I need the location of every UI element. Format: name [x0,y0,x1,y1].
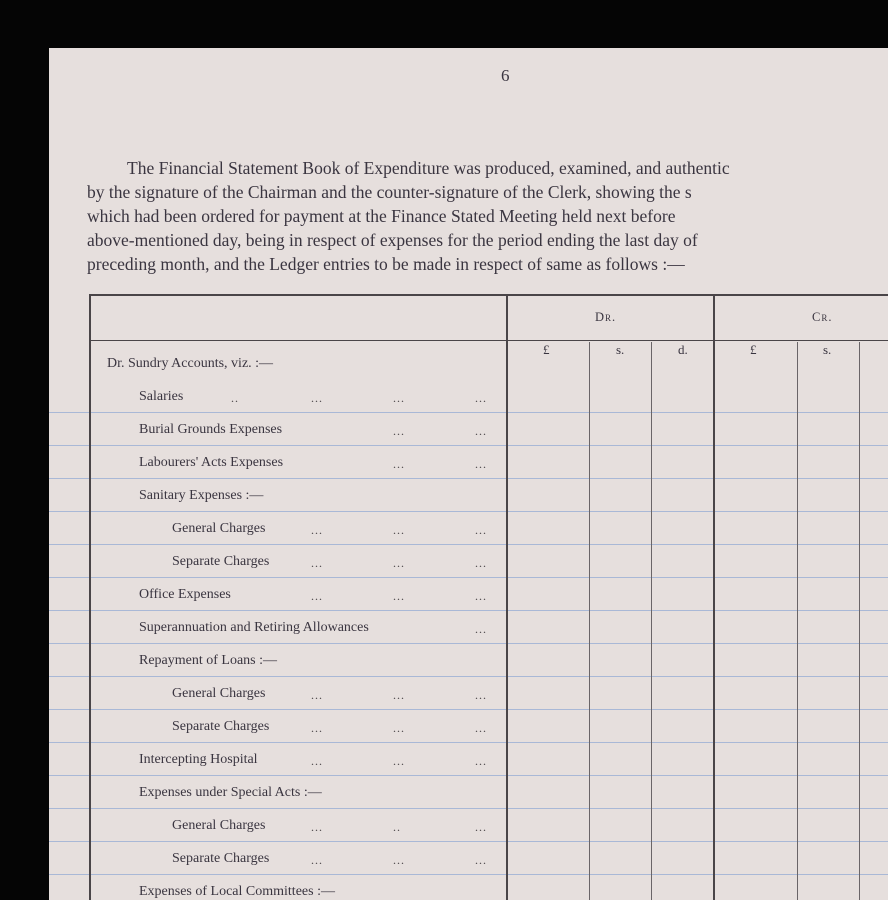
leader-dots: ... [311,556,323,570]
dr-column-header: Dr. [595,310,617,324]
leader-dots: ... [475,424,487,438]
pounds-unit: £ [750,342,757,357]
leader-dots: ... [393,457,405,471]
leader-dots: ... [475,688,487,702]
leader-dots: ... [311,391,323,405]
row-label: Sanitary Expenses :— [139,488,264,503]
leader-dots: ... [475,589,487,603]
page-number: 6 [501,66,510,85]
ruling-line [49,478,888,479]
cr-pence-column-border [859,342,860,900]
leader-dots: ... [393,424,405,438]
leader-dots: .. [231,391,239,405]
leader-dots: ... [475,457,487,471]
ruling-line [49,544,888,545]
intro-line: which had been ordered for payment at the Finance Stated Meeting held next before [87,206,676,226]
row-label: Separate Charges [172,554,270,569]
leader-dots: ... [475,622,487,636]
leader-dots: .. [393,820,401,834]
leader-dots: ... [475,556,487,570]
cr-shillings-column-border [797,342,798,900]
row-label: Repayment of Loans :— [139,653,278,668]
shillings-unit: s. [616,342,625,357]
ruling-line [49,874,888,875]
row-label: Intercepting Hospital [139,752,258,767]
leader-dots: ... [311,523,323,537]
leader-dots: ... [393,754,405,768]
table-left-border [89,294,91,900]
ruling-line [49,610,888,611]
leader-dots: ... [475,721,487,735]
leader-dots: ... [311,820,323,834]
intro-line: The Financial Statement Book of Expenditure was produced, examined, and authentic [127,158,730,178]
leader-dots: ... [311,853,323,867]
leader-dots: ... [311,688,323,702]
row-label: Labourers' Acts Expenses [139,455,284,470]
row-label: Separate Charges [172,719,270,734]
row-label: Expenses under Special Acts :— [139,785,322,800]
ruling-line [49,445,888,446]
intro-line: above-mentioned day, being in respect of expenses for the period ending the last day of [87,230,698,250]
leader-dots: ... [393,556,405,570]
cr-column-border [713,294,715,900]
leader-dots: ... [475,853,487,867]
leader-dots: ... [393,523,405,537]
intro-line: by the signature of the Chairman and the counter-signature of the Clerk, showing the s [87,182,692,202]
row-label: Salaries [139,389,184,404]
table-top-rule [89,294,888,296]
leader-dots: ... [475,523,487,537]
cr-column-header: Cr. [812,310,833,324]
leader-dots: ... [475,820,487,834]
row-label: Expenses of Local Committees :— [139,884,335,899]
leader-dots: ... [393,721,405,735]
leader-dots: ... [475,391,487,405]
leader-dots: ... [311,721,323,735]
row-label: Separate Charges [172,851,270,866]
ruling-line [49,412,888,413]
row-label: Office Expenses [139,587,231,602]
ruling-line [49,775,888,776]
dr-column-border [506,294,508,900]
row-label: General Charges [172,818,266,833]
ruling-line [49,643,888,644]
ruling-line [49,709,888,710]
intro-paragraph [87,156,888,276]
ruling-line [49,577,888,578]
shillings-column-border [589,342,590,900]
ruling-line [49,511,888,512]
leader-dots: ... [311,754,323,768]
row-label: Dr. Sundry Accounts, viz. :— [107,356,274,371]
intro-line: preceding month, and the Ledger entries to be made in respect of same as follows :— [87,254,685,274]
pence-column-border [651,342,652,900]
shillings-unit: s. [823,342,832,357]
pounds-unit: £ [543,342,550,357]
leader-dots: ... [311,589,323,603]
row-label: Superannuation and Retiring Allowances [139,620,369,635]
pence-unit: d. [678,342,688,357]
ruling-line [49,841,888,842]
leader-dots: ... [393,688,405,702]
ruling-line [49,676,888,677]
leader-dots: ... [393,589,405,603]
leader-dots: ... [393,853,405,867]
leader-dots: ... [393,391,405,405]
row-label: General Charges [172,686,266,701]
row-label: Burial Grounds Expenses [139,422,283,437]
document-page [49,48,888,900]
ruling-line [49,742,888,743]
ruling-line [49,808,888,809]
table-header-rule [89,340,888,341]
row-label: General Charges [172,521,266,536]
leader-dots: ... [475,754,487,768]
